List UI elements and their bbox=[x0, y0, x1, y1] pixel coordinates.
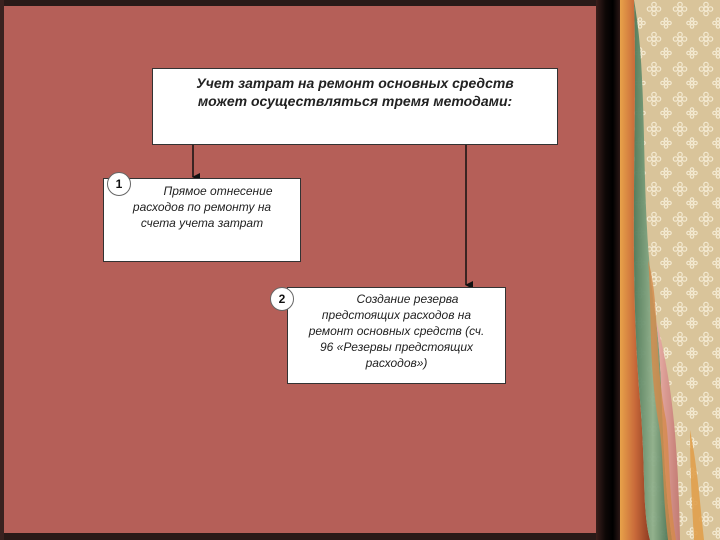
method-2-line-4: 96 «Резервы предстоящих bbox=[320, 340, 473, 354]
method-2-line-2: предстоящих расходов на bbox=[321, 308, 472, 322]
method-1-line-2: расходов по ремонту на bbox=[132, 200, 272, 214]
main-statement-box bbox=[152, 68, 558, 145]
method-2-number-badge: 2 bbox=[270, 287, 294, 311]
method-1-line-1: Прямое отнесение bbox=[163, 184, 273, 198]
title-line-2: может осуществляться тремя методами: bbox=[197, 93, 513, 109]
divider-bar bbox=[596, 0, 620, 540]
title-line-1: Учет затрат на ремонт основных средств bbox=[196, 75, 514, 91]
method-1-line-3: счета учета затрат bbox=[140, 216, 264, 230]
method-1-number-badge: 1 bbox=[107, 172, 131, 196]
method-2-line-1: Создание резерва bbox=[356, 292, 459, 306]
method-2-line-3: ремонт основных средств (сч. bbox=[308, 324, 485, 338]
method-1-box bbox=[103, 178, 301, 262]
method-2-box bbox=[287, 287, 506, 384]
method-2-line-5: расходов») bbox=[365, 356, 428, 370]
decorative-fabric-panel bbox=[620, 0, 720, 540]
